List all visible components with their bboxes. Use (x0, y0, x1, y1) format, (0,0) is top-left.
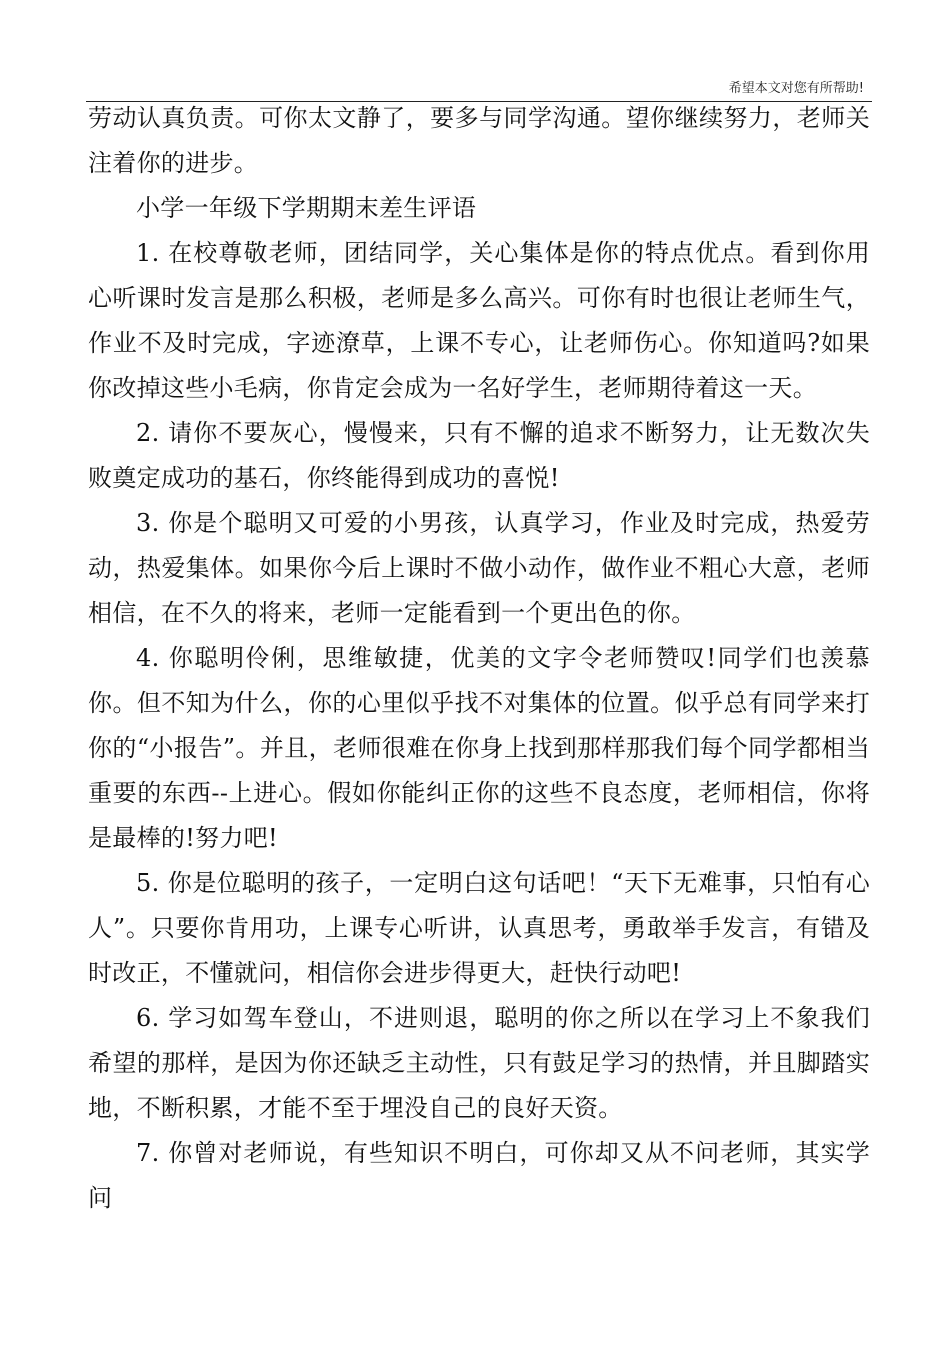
comment-item-6: 6. 学习如驾车登山，不进则退，聪明的你之所以在学习上不象我们希望的那样，是因为你还缺乏主动性，只有鼓足学习的热情，并且脚踏实地，不断积累，才能不至于埋没自己的良好天资。 (88, 1004, 870, 1122)
header-note: 希望本文对您有所帮助! (728, 81, 864, 96)
comment-item-2: 2. 请你不要灰心，慢慢来，只有不懈的追求不断努力，让无数次失败奠定成功的基石，你终能得到成功的喜悦! (88, 419, 870, 492)
comment-item-1: 1. 在校尊敬老师，团结同学，关心集体是你的特点优点。看到你用心听课时发言是那么积极，老师是多么高兴。可你有时也很让老师生气，作业不及时完成，字迹潦草，上课不专心，让老师伤心。你知道吗?如果你改掉这些小毛病，你肯定会成为一名好学生，老师期待着这一天。 (88, 239, 870, 402)
comment-item-3: 3. 你是个聪明又可爱的小男孩，认真学习，作业及时完成，热爱劳动，热爱集体。如果你今后上课时不做小动作，做作业不粗心大意，老师相信，在不久的将来，老师一定能看到一个更出色的你。 (88, 509, 870, 627)
section-heading: 小学一年级下学期期末差生评语 (136, 194, 477, 222)
comment-item-5: 5. 你是位聪明的孩子，一定明白这句话吧！“天下无难事，只怕有心人”。只要你肯用功，上课专心听讲，认真思考，勇敢举手发言，有错及时改正，不懂就问，相信你会进步得更大，赶快行动吧! (88, 869, 870, 987)
comment-item-7: 7. 你曾对老师说，有些知识不明白，可你却又从不问老师，其实学问 (88, 1139, 870, 1212)
comment-item-4: 4. 你聪明伶俐，思维敏捷，优美的文字令老师赞叹!同学们也羡慕你。但不知为什么，你的心里似乎找不对集体的位置。似乎总有同学来打你的“小报告”。并且，老师很难在你身上找到那样那我们每个同学都相当重要的东西--上进心。假如你能纠正你的这些不良态度，老师相信，你将是最棒的!努力吧! (88, 644, 870, 852)
document-body (88, 96, 870, 1221)
paragraph-continuation: 劳动认真负责。可你太文静了，要多与同学沟通。望你继续努力，老师关注着你的进步。 (88, 104, 870, 177)
